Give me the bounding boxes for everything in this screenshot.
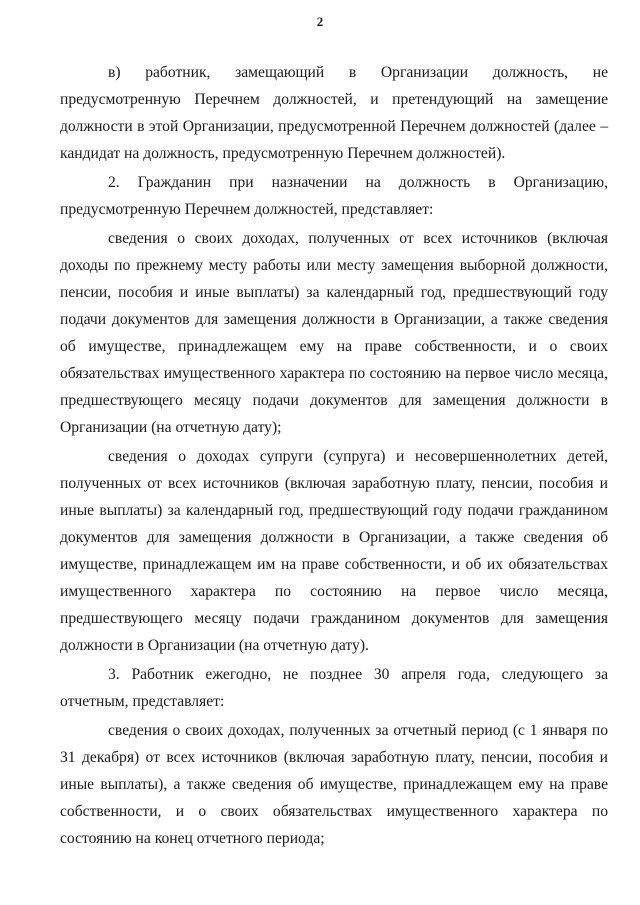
- paragraph-2-citizen: 2. Гражданин при назначении на должность в Организацию, предусмотренную Перечнем должностей, представляет:: [60, 174, 608, 218]
- paragraph-3v-worker: в) работник, замещающий в Организации должность, не предусмотренную Перечнем должностей, и претендующий на замещение должности в этой Организации, предусмотренной Перечнем должностей (далее – кандидат на должность, предусмотренную Перечнем должностей).: [60, 64, 608, 162]
- paragraph-3-worker-annual: 3. Работник ежегодно, не позднее 30 апреля года, следующего за отчетным, представляет:: [60, 666, 608, 710]
- document-body: [60, 59, 608, 852]
- page-number: 2: [316, 14, 324, 29]
- paragraph-own-income: сведения о своих доходах, полученных от всех источников (включая доходы по прежнему месту работы или месту замещения выборной должности, пенсии, пособия и иные выплаты) за календарный год, предшествующий году подачи документов для замещения должности в Организации, а также сведения об имуществе, принадлежащем ему на праве собственности, и о своих обязательствах имущественного характера по состоянию на первое число месяца, предшествующего месяцу подачи документов для замещения должности в Организации (на отчетную дату);: [60, 230, 608, 436]
- paragraph-worker-own-income: сведения о своих доходах, полученных за отчетный период (с 1 января по 31 декабря) от всех источников (включая заработную плату, пенсии, пособия и иные выплаты), а также сведения об имуществе, принадлежащем ему на праве собственности, и о своих обязательствах имущественного характера по состоянию на конец отчетного периода;: [60, 722, 608, 847]
- paragraph-spouse-income: сведения о доходах супруги (супруга) и несовершеннолетних детей, полученных от всех источников (включая заработную плату, пенсии, пособия и иные выплаты) за календарный год, предшествующий году подачи гражданином документов для замещения должности в Организации, а также сведения об имуществе, принадлежащем им на праве собственности, и об их обязательствах имущественного характера по состоянию на первое число месяца, предшествующего месяцу подачи гражданином документов для замещения должности в Организации (на отчетную дату).: [60, 448, 608, 654]
